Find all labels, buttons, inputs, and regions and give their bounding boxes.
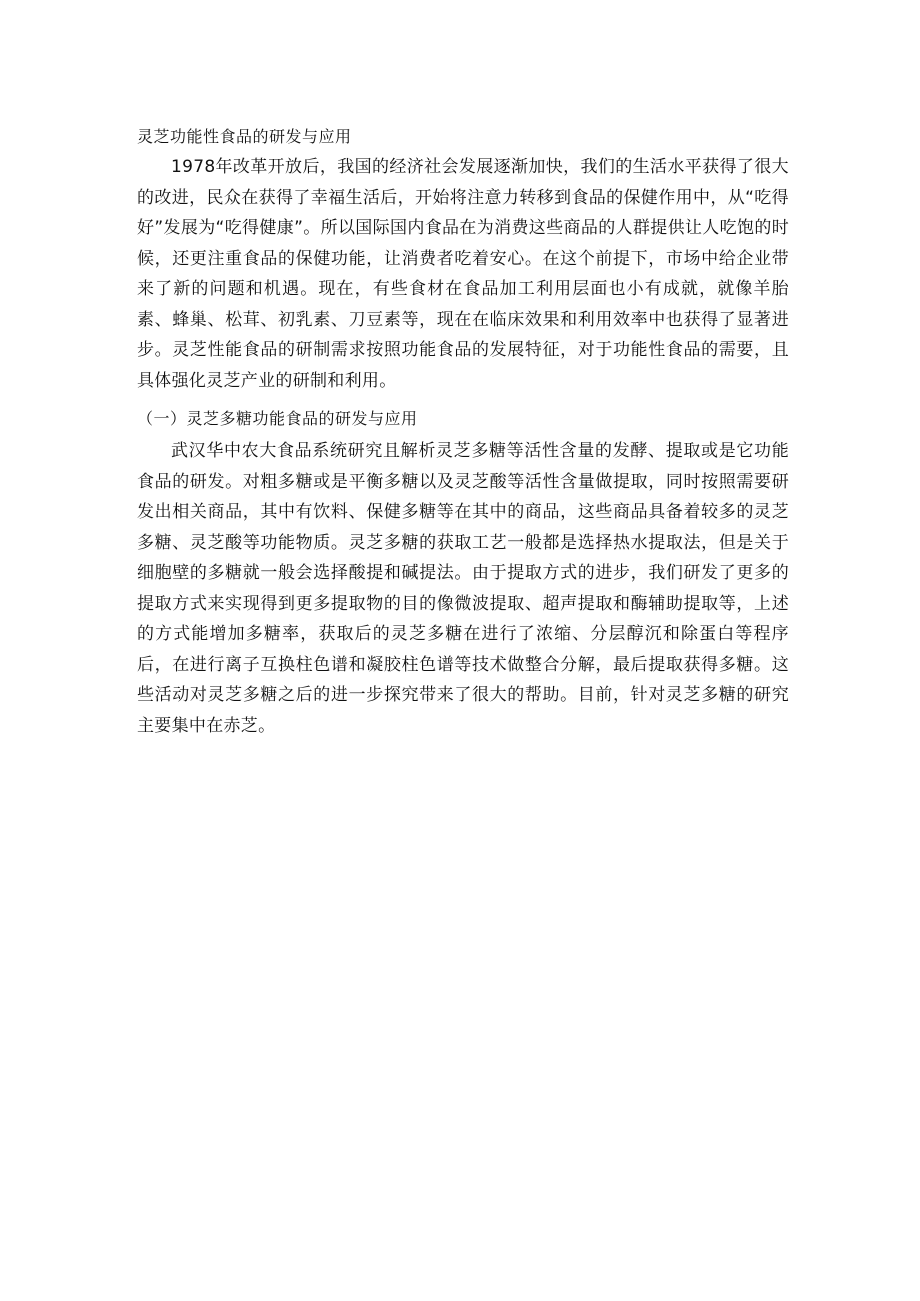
document-title: 灵芝功能性食品的研发与应用 xyxy=(137,127,352,146)
paragraph-polysaccharide: 武汉华中农大食品系统研究且解析灵芝多糖等活性含量的发酵、提取或是它功能食品的研发。对粗多糖或是平衡多糖以及灵芝酸等活性含量做提取，同时按照需要研发出相关商品，其中有饮料、保健多糖等在其中的商品，这些商品具备着较多的灵芝多糖、灵芝酸等功能物质。灵芝多糖的获取工艺一般都是选择热水提取法，但是关于细胞壁的多糖就一般会选择酸提和碱提法。由于提取方式的进步，我们研发了更多的提取方式来实现得到更多提取物的目的像微波提取、超声提取和酶辅助提取等，上述的方式能增加多糖率，获取后的灵芝多糖在进行了浓缩、分层醇沉和除蛋白等程序后，在进行离子互换柱色谱和凝胶柱色谱等技术做整合分解，最后提取获得多糖。这些活动对灵芝多糖之后的进一步探究带来了很大的帮助。目前，针对灵芝多糖的研究主要集中在赤芝。 xyxy=(137,441,789,736)
paragraph-intro: 1978年改革开放后，我国的经济社会发展逐渐加快，我们的生活水平获得了很大的改进，民众在获得了幸福生活后，开始将注意力转移到食品的保健作用中，从“吃得好”发展为“吃得健康”。所以国际国内食品在为消费这些商品的人群提供让人吃饱的时候，还更注重食品的保健功能，让消费者吃着安心。在这个前提下，市场中给企业带来了新的问题和机遇。现在，有些食材在食品加工利用层面也小有成就，就像羊胎素、蜂巢、松茸、初乳素、刀豆素等，现在在临床效果和利用效率中也获得了显著进步。灵芝性能食品的研制需求按照功能食品的发展特征，对于功能性食品的需要，且具体强化灵芝产业的研制和利用。 xyxy=(137,157,789,391)
document-content xyxy=(137,126,789,741)
section-heading-polysaccharide: （一）灵芝多糖功能食品的研发与应用 xyxy=(137,409,418,428)
